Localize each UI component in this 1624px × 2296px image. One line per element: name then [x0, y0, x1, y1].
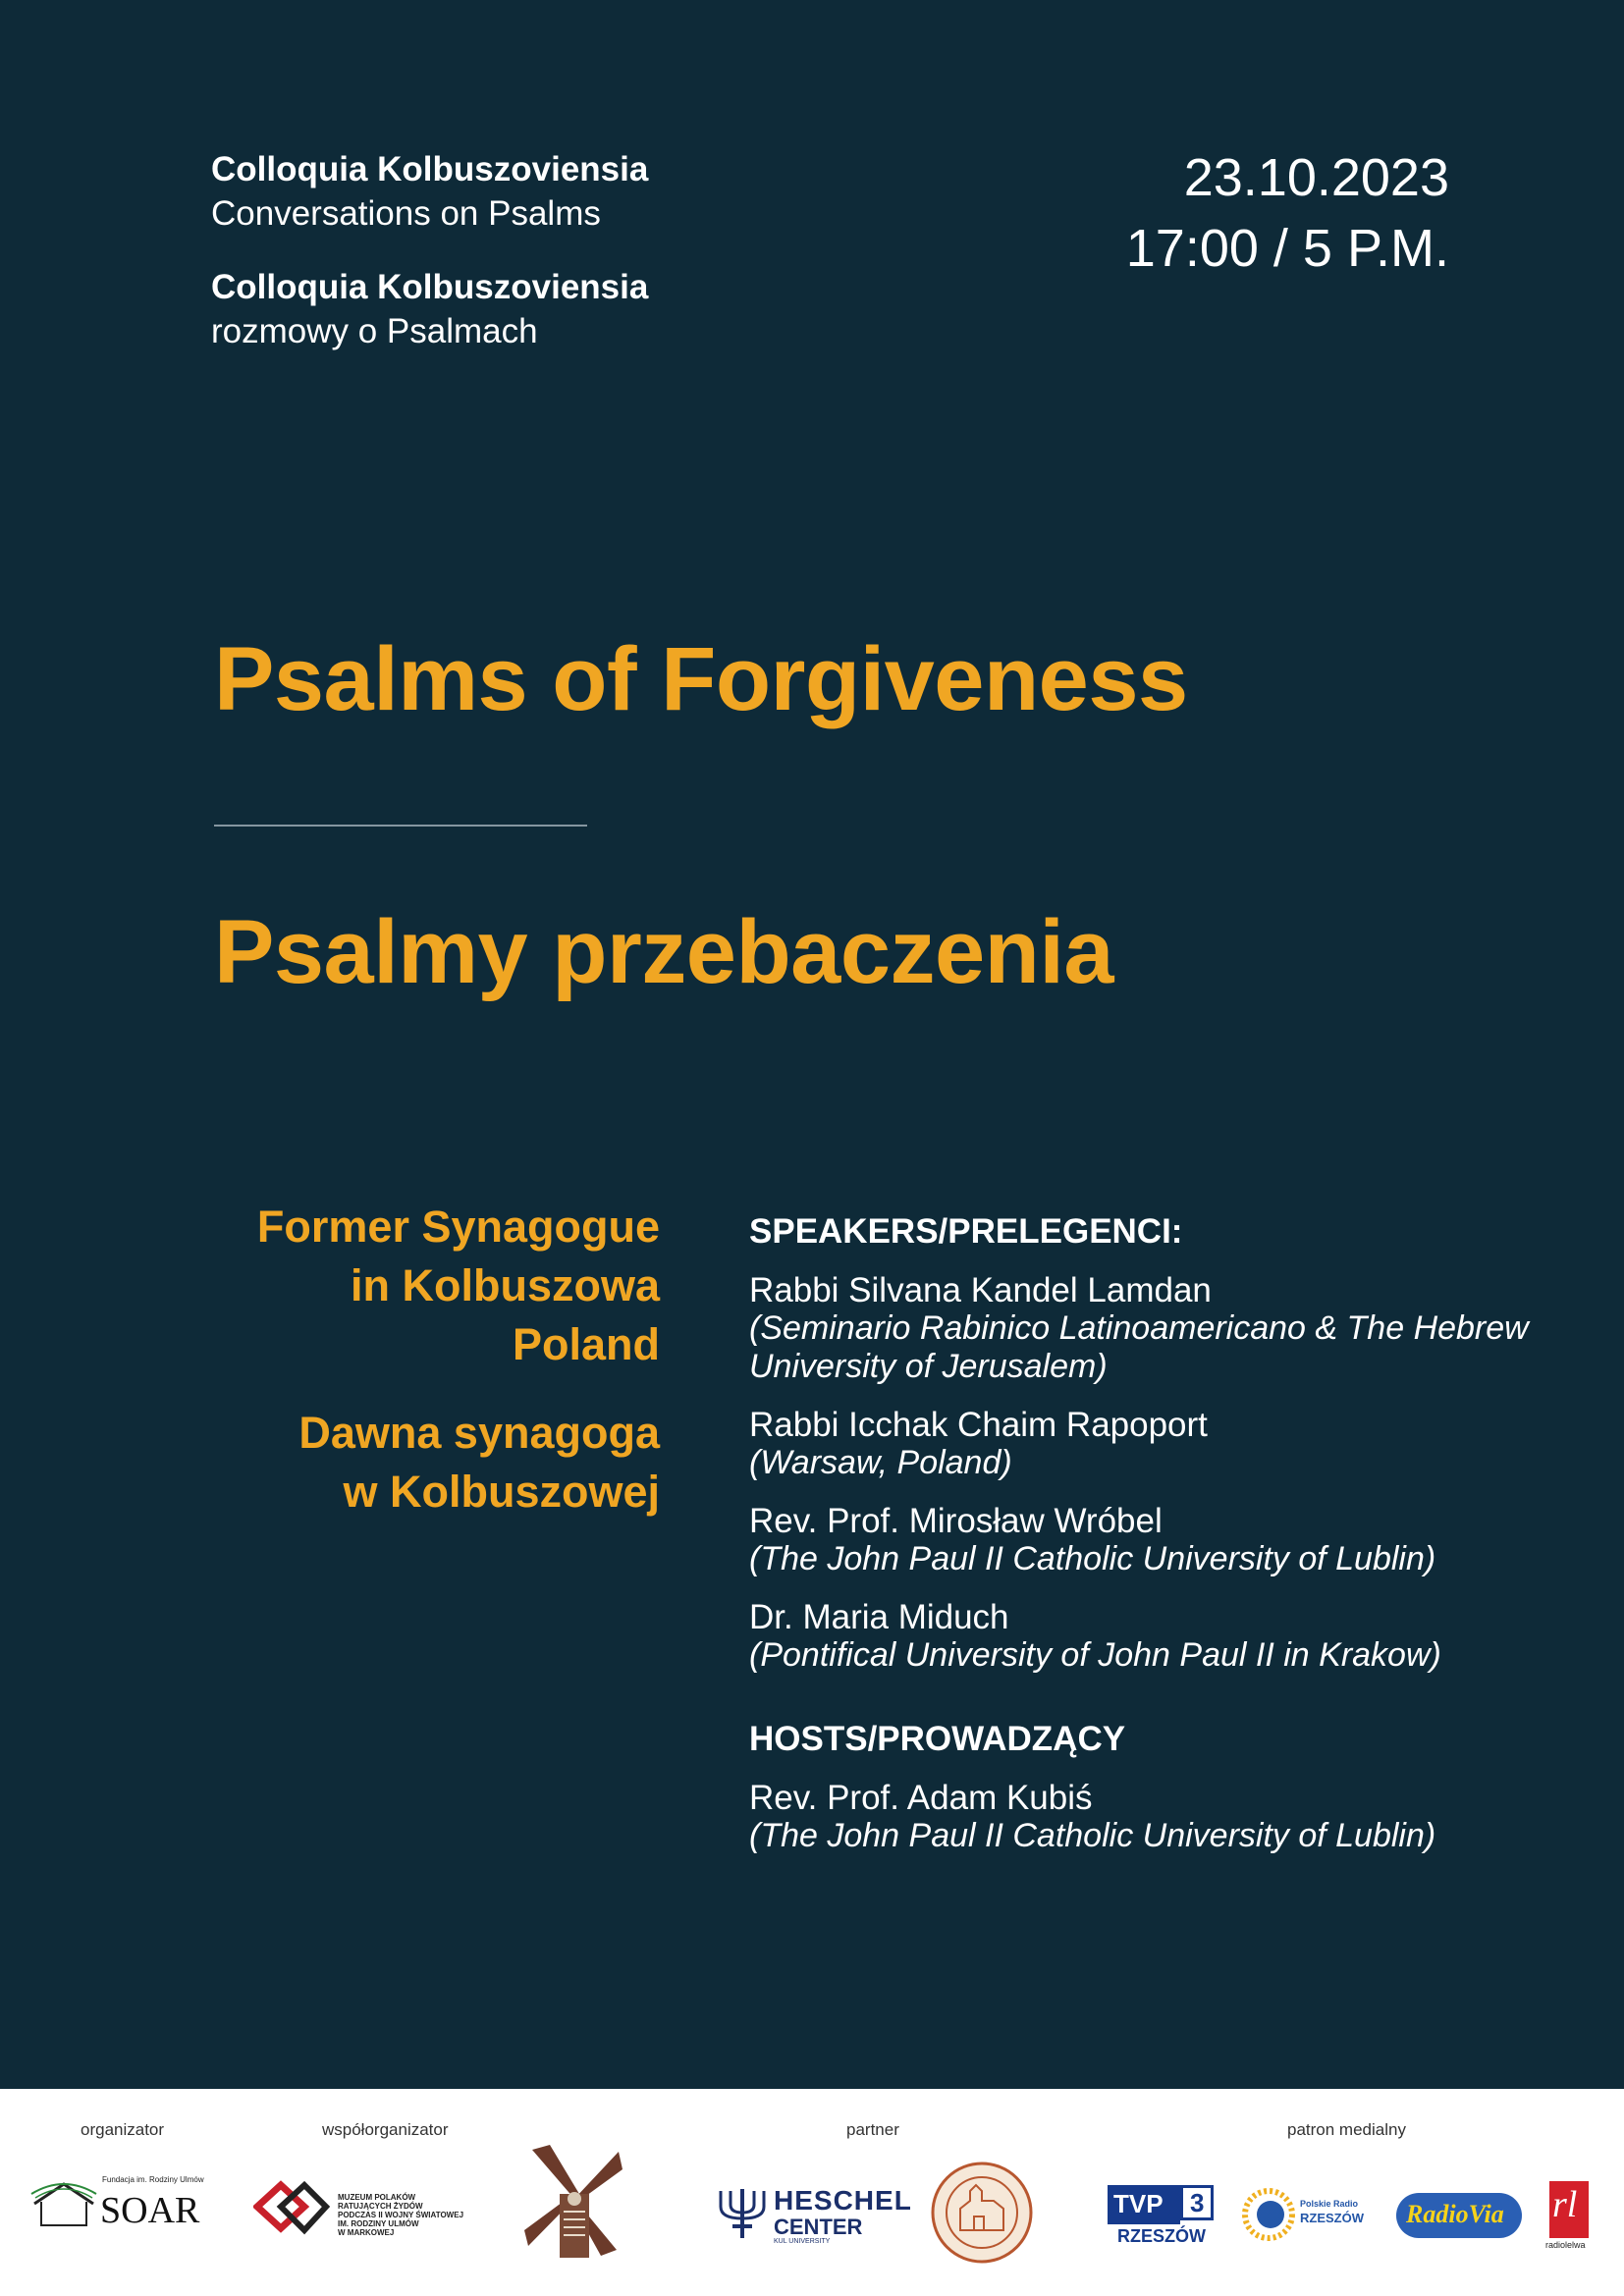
parish-seal-logo [931, 2162, 1033, 2264]
series-title-pl: Colloquia Kolbuszoviensia [211, 268, 649, 306]
soar-text: SOAR [100, 2190, 200, 2231]
label-coorganizer: współorganizator [322, 2120, 449, 2139]
tvp-text: TVP [1113, 2189, 1164, 2218]
rl-radio-logo [1545, 2181, 1604, 2256]
series-block [211, 147, 648, 353]
muzeum-emblem-icon [253, 2177, 330, 2246]
rl-box [1549, 2181, 1589, 2238]
people-block [749, 1210, 1554, 1875]
tvp-number: 3 [1190, 2188, 1205, 2217]
label-partner: partner [846, 2120, 899, 2139]
host-affiliation: (The John Paul II Catholic University of Lublin) [749, 1817, 1436, 1854]
series-subtitle-en: Conversations on Psalms [211, 194, 601, 233]
label-organizer: organizator [81, 2120, 165, 2139]
muzeum-line: RATUJĄCYCH ŻYDÓW [338, 2202, 423, 2211]
tvp3-logo [1108, 2185, 1216, 2254]
soar-small-text: Fundacja im. Rodziny Ulmów [102, 2175, 204, 2184]
speaker-name: Rabbi Icchak Chaim Rapoport [749, 1406, 1208, 1444]
heschel-text: HESCHEL [774, 2185, 912, 2216]
venue-en-line-2: in Kolbuszowa [351, 1260, 660, 1310]
radio-sunburst-icon [1241, 2187, 1296, 2242]
speaker-name: Dr. Maria Miduch [749, 1598, 1009, 1636]
muzeum-line: PODCZAS II WOJNY ŚWIATOWEJ [338, 2211, 464, 2219]
title-english: Psalms of Forgiveness [214, 629, 1188, 729]
speakers-heading: SPEAKERS/PRELEGENCI: [749, 1212, 1183, 1251]
series-title-en: Colloquia Kolbuszoviensia [211, 150, 649, 188]
center-text: CENTER [774, 2215, 863, 2239]
seal-icon [931, 2162, 1033, 2264]
hosts-heading: HOSTS/PROWADZĄCY [749, 1720, 1126, 1758]
host-item [749, 1779, 1554, 1855]
muzeum-logo [253, 2177, 479, 2248]
radiovia-text: RadioVia [1406, 2200, 1504, 2228]
title-polish: Psalmy przebaczenia [214, 902, 1114, 1002]
title-divider [214, 825, 587, 827]
polskie-radio-logo [1241, 2187, 1388, 2246]
pr-text-1: Polskie Radio [1300, 2199, 1359, 2209]
muzeum-text [338, 2193, 463, 2237]
label-media: patron medialny [1287, 2120, 1406, 2139]
speaker-affiliation: (The John Paul II Catholic University of Lublin) [749, 1540, 1436, 1577]
speaker-affiliation: (Seminario Rabinico Latinoamericano & The Hebrew University of Jerusalem) [749, 1309, 1529, 1385]
event-time: 17:00 / 5 P.M. [1125, 219, 1449, 278]
venue-en-line-1: Former Synagogue [256, 1201, 660, 1252]
venue-en-line-3: Poland [512, 1319, 660, 1369]
speaker-affiliation: (Warsaw, Poland) [749, 1444, 1012, 1481]
tvp-city: RZESZÓW [1117, 2226, 1206, 2246]
muzeum-line: W MARKOWEJ [338, 2228, 395, 2237]
tvp-box [1108, 2185, 1180, 2224]
venue-pl-line-1: Dawna synagoga [298, 1408, 660, 1458]
venue-pl-line-2: w Kolbuszowej [343, 1467, 660, 1517]
rl-text: rl [1552, 2184, 1578, 2225]
soar-house-icon [29, 2174, 98, 2233]
venue-block [257, 1198, 660, 1522]
muzeum-line: MUZEUM POLAKÓW [338, 2193, 416, 2202]
speaker-item [749, 1406, 1554, 1482]
heschel-center-logo [713, 2183, 912, 2252]
soar-logo [29, 2169, 216, 2238]
muzeum-line: IM. RODZINY ULMÓW [338, 2219, 419, 2228]
speaker-item [749, 1271, 1554, 1386]
heschel-sub-text: KUL UNIVERSITY [774, 2238, 831, 2245]
speaker-item [749, 1598, 1554, 1675]
event-date: 23.10.2023 [1183, 148, 1449, 207]
pr-text-2: RZESZÓW [1300, 2211, 1364, 2225]
host-name: Rev. Prof. Adam Kubiś [749, 1779, 1093, 1817]
radiovia-logo [1396, 2193, 1522, 2242]
event-datetime [1126, 142, 1449, 284]
tvp-number-box [1180, 2185, 1214, 2220]
speaker-name: Rabbi Silvana Kandel Lamdan [749, 1271, 1212, 1309]
speaker-affiliation: (Pontifical University of John Paul II in Krakow) [749, 1636, 1441, 1674]
series-subtitle-pl: rozmowy o Psalmach [211, 312, 538, 350]
menorah-cross-icon [713, 2185, 774, 2244]
windmill-icon [520, 2140, 628, 2268]
radiovia-badge [1396, 2193, 1522, 2238]
library-windmill-logo [520, 2140, 628, 2268]
speaker-item [749, 1502, 1554, 1578]
rl-small-text: radiolelwa [1545, 2240, 1586, 2250]
speaker-name: Rev. Prof. Mirosław Wróbel [749, 1502, 1163, 1540]
